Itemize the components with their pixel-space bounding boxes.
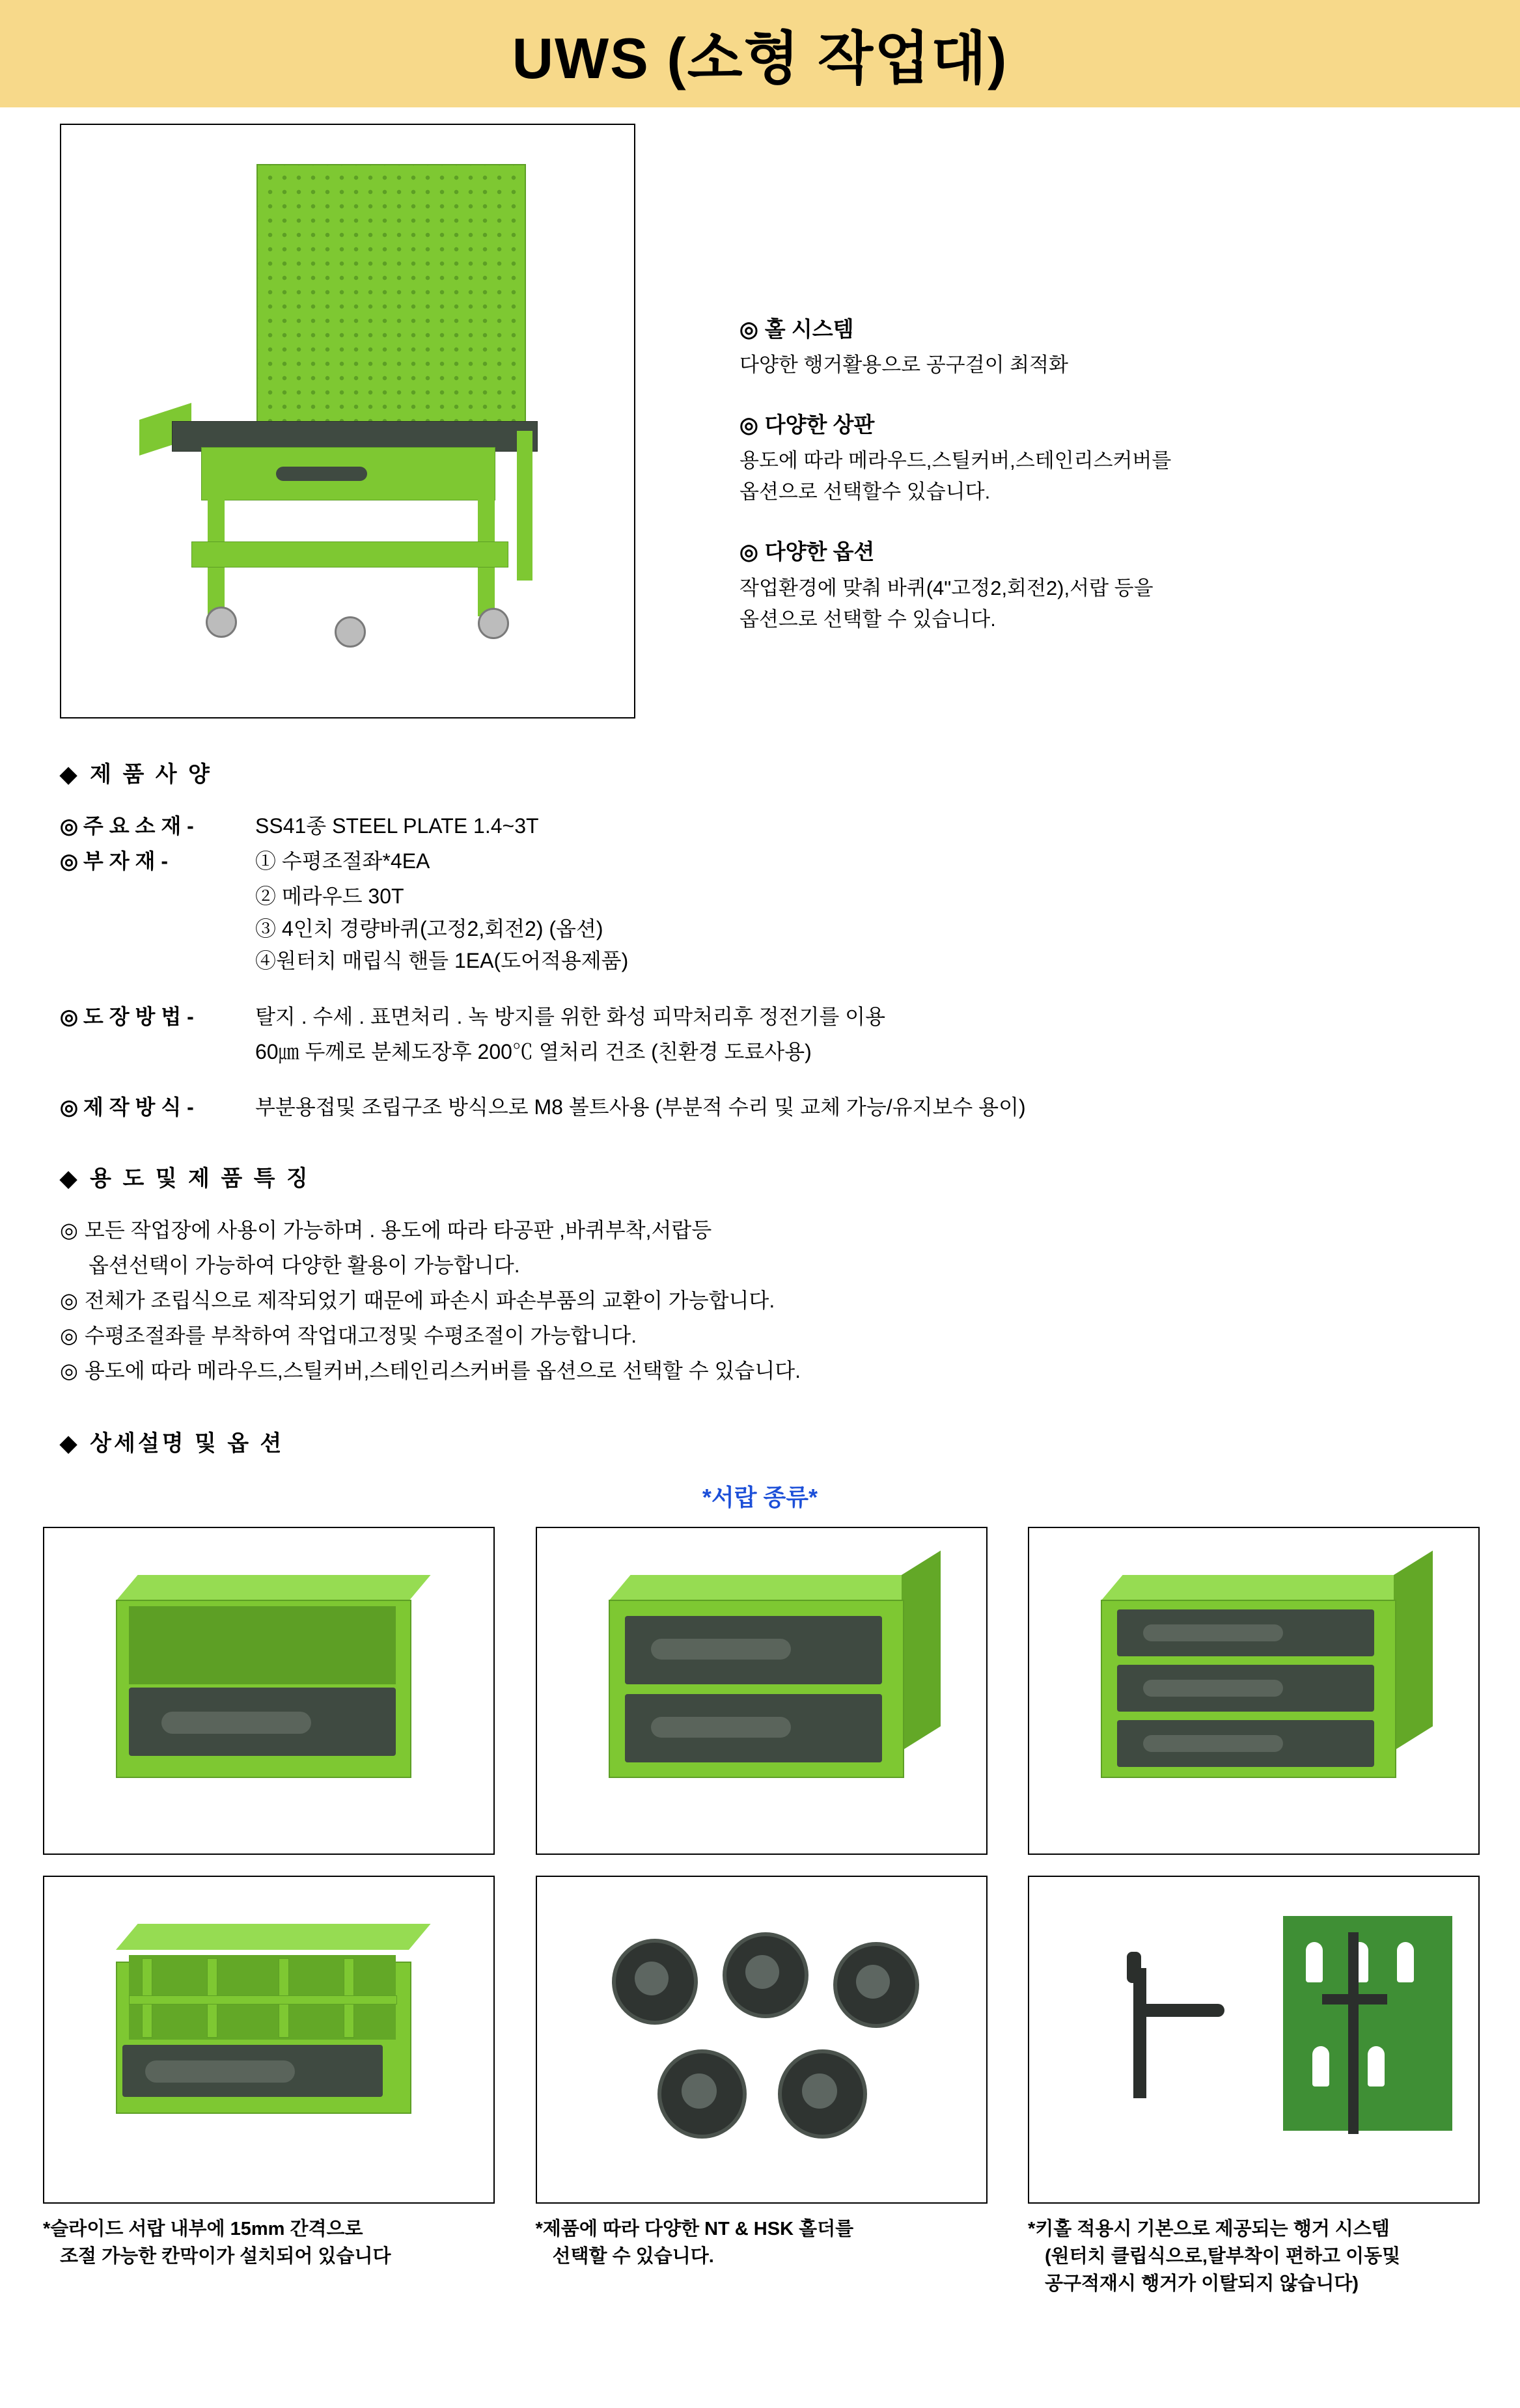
diamond-icon: ◆ (60, 762, 80, 787)
feature-item (739, 408, 1171, 508)
spec-value: 부분용접및 조립구조 방식으로 M8 볼트사용 (부분적 수리 및 교체 가능/유지보수 용이) (255, 1095, 1026, 1119)
double-circle-icon: ◎ (739, 540, 758, 564)
drawer-handle (651, 1717, 791, 1738)
double-circle-icon: ◎ (60, 849, 78, 873)
option-cell (1028, 1876, 1477, 2204)
spec-label: ◎ 부 자 재 - (60, 849, 168, 873)
drawer-handle (145, 2060, 295, 2083)
caption-tool-holders: *제품에 따라 다양한 NT & HSK 홀더를 선택할 수 있습니다. (535, 2218, 854, 2267)
spec-row (60, 1001, 1460, 1032)
hook-icon (1397, 1942, 1414, 1982)
drawer-handle (651, 1639, 791, 1660)
double-circle-icon: ◎ (60, 1095, 78, 1119)
caption-cell (1028, 2204, 1477, 2297)
slide-drawer-open-photo (43, 1527, 495, 1855)
option-cell (536, 1527, 985, 1855)
divider-partition (129, 1995, 397, 2004)
hanger-post (1133, 1968, 1146, 2098)
feature-item (739, 312, 1171, 381)
usage-item: ◎ 전체가 조립식으로 제작되었기 때문에 파손시 파손부품의 교환이 가능합니다. (60, 1289, 775, 1313)
drawer-with-dividers-photo (43, 1876, 495, 2204)
spec-row (60, 810, 1460, 841)
double-circle-icon: ◎ (60, 1218, 78, 1242)
feature-item (739, 535, 1171, 635)
option-captions (0, 2204, 1520, 2297)
caster-wheel (206, 607, 237, 638)
spec-label: ◎ 도 장 방 법 - (60, 1004, 194, 1028)
two-drawer-cabinet-photo (536, 1527, 988, 1855)
hanger-post (1348, 1932, 1359, 2134)
lower-shelf (191, 541, 508, 568)
cabinet-side (1394, 1550, 1433, 1750)
spec-heading: ◆ 제 품 사 양 (60, 762, 212, 787)
three-drawer-cabinet-photo (1028, 1527, 1480, 1855)
drawer-handle (1143, 1735, 1283, 1752)
spec-subitem: ③ 4인치 경량바퀴(고정2,회전2) (옵션) (255, 916, 603, 940)
double-circle-icon: ◎ (60, 1289, 78, 1313)
usage-item: ◎ 용도에 따라 메라우드,스틸커버,스테인리스커버를 옵션으로 선택할 수 있습니다. (60, 1359, 801, 1382)
product-photo (60, 124, 635, 718)
tool-holders-photo (536, 1876, 988, 2204)
holder-bore (802, 2073, 837, 2109)
hero-section (0, 107, 1520, 718)
spec-group-material (60, 810, 1460, 978)
holder-bore (682, 2073, 717, 2109)
cabinet-top (116, 1924, 431, 1950)
holder-bore (635, 1962, 669, 1995)
spec-label: ◎ 제 작 방 식 - (60, 1095, 194, 1119)
spec-group-coating (60, 1001, 1460, 1069)
spec-row (60, 845, 1460, 877)
hook-icon (1368, 2046, 1385, 2086)
feature-title: ◎ 홀 시스템 (739, 317, 854, 341)
diamond-icon: ◆ (60, 1166, 80, 1192)
caption-key-hole-hanger: *키홀 적용시 기본으로 제공되는 행거 시스템 (원터치 클립식으로,탈부착이 편하고 이동및 공구적재시 행거가 이탈되지 않습니다) (1028, 2218, 1401, 2294)
spec-value: 탈지 . 수세 . 표면처리 . 녹 방지를 위한 화성 피막처리후 정전기를 이용 (255, 1004, 885, 1028)
spec-label: ◎ 주 요 소 재 - (60, 814, 194, 838)
usage-heading: ◆ 용 도 및 제 품 특 징 (60, 1166, 311, 1192)
feature-text: 용도에 따라 메라우드,스틸커버,스테인리스커버를 (739, 449, 1172, 472)
specification-section (0, 756, 1520, 1457)
usage-item: ◎ 수평조절좌를 부착하여 작업대고정및 수평조절이 가능합니다. (60, 1324, 637, 1348)
hanger-clip (1127, 1952, 1141, 1983)
feature-text: 작업환경에 맞춰 바퀴(4"고정2,회전2),서랍 등을 (739, 576, 1154, 599)
drawer-handle (161, 1712, 311, 1734)
cabinet-top (116, 1575, 431, 1601)
drawer-interior (129, 1606, 396, 1684)
double-circle-icon: ◎ (739, 413, 758, 437)
drawer-type-caption: *서랍 종류* (702, 1483, 818, 1511)
hanger-arm (1322, 1994, 1387, 2004)
hanger-panel (1283, 1916, 1452, 2131)
cabinet-side (902, 1550, 941, 1750)
pegboard-panel (256, 164, 526, 440)
caption-cell (43, 2204, 492, 2297)
drawer-handle (1143, 1680, 1283, 1697)
option-grid-row-2 (0, 1876, 1520, 2204)
feature-title: ◎ 다양한 상판 (739, 413, 875, 437)
option-cell (43, 1527, 492, 1855)
feature-title: ◎ 다양한 옵션 (739, 540, 875, 564)
cabinet-top (609, 1575, 924, 1601)
feature-text: 다양한 행거활용으로 공구걸이 최적화 (739, 353, 1068, 377)
caption-cell (536, 2204, 985, 2297)
recessed-handle (276, 467, 367, 481)
side-bracket (517, 431, 532, 581)
spec-subitem: 60㎛ 두께로 분체도장후 200℃ 열처리 건조 (친환경 도료사용) (255, 1039, 812, 1063)
usage-item: ◎ 모든 작업장에 사용이 가능하며 . 용도에 따라 타공판 ,바퀴부착,서랍등 (60, 1218, 712, 1242)
spec-value: ① 수평조절좌*4EA (255, 849, 430, 873)
spec-group-manufacture (60, 1091, 1460, 1123)
double-circle-icon: ◎ (60, 1359, 78, 1382)
option-cell (1028, 1527, 1477, 1855)
option-cell (536, 1876, 985, 2204)
hanger-arm (1133, 2004, 1224, 2017)
double-circle-icon: ◎ (739, 317, 758, 341)
hook-icon (1306, 1942, 1323, 1982)
double-circle-icon: ◎ (60, 1324, 78, 1348)
feature-list (739, 312, 1171, 663)
double-circle-icon: ◎ (60, 1004, 78, 1028)
holder-bore (856, 1965, 890, 1999)
page-header (0, 0, 1520, 107)
feature-text: 옵션으로 선택할 수 있습니다. (739, 607, 996, 631)
caption-slide-drawer: *슬라이드 서랍 내부에 15mm 간격으로 조절 가능한 칸막이가 설치되어 있습니다 (43, 2218, 391, 2267)
spec-subitem: ② 메라우드 30T (255, 884, 404, 908)
details-heading: ◆ 상세설명 및 옵 션 (60, 1430, 284, 1456)
caster-wheel (335, 616, 366, 648)
key-hole-hanger-photo (1028, 1876, 1480, 2204)
double-circle-icon: ◎ (60, 814, 78, 838)
hook-icon (1312, 2046, 1329, 2086)
holder-bore (745, 1955, 779, 1989)
cabinet-top (1101, 1575, 1416, 1601)
page-bottom-spacer (0, 2297, 1520, 2343)
page-title: UWS (소형 작업대) (512, 25, 1008, 90)
spec-value: SS41종 STEEL PLATE 1.4~3T (255, 814, 539, 838)
caster-wheel (478, 608, 509, 639)
usage-item: 옵션선택이 가능하여 다양한 활용이 가능합니다. (89, 1253, 520, 1278)
diamond-icon: ◆ (60, 1430, 80, 1456)
drawer-handle (1143, 1624, 1283, 1641)
option-grid-row-1 (0, 1527, 1520, 1855)
option-cell (43, 1876, 492, 2204)
spec-subitem: ④원터치 매립식 핸들 1EA(도어적용제품) (255, 949, 629, 973)
spec-row (60, 1091, 1460, 1123)
feature-text: 옵션으로 선택할수 있습니다. (739, 480, 991, 504)
